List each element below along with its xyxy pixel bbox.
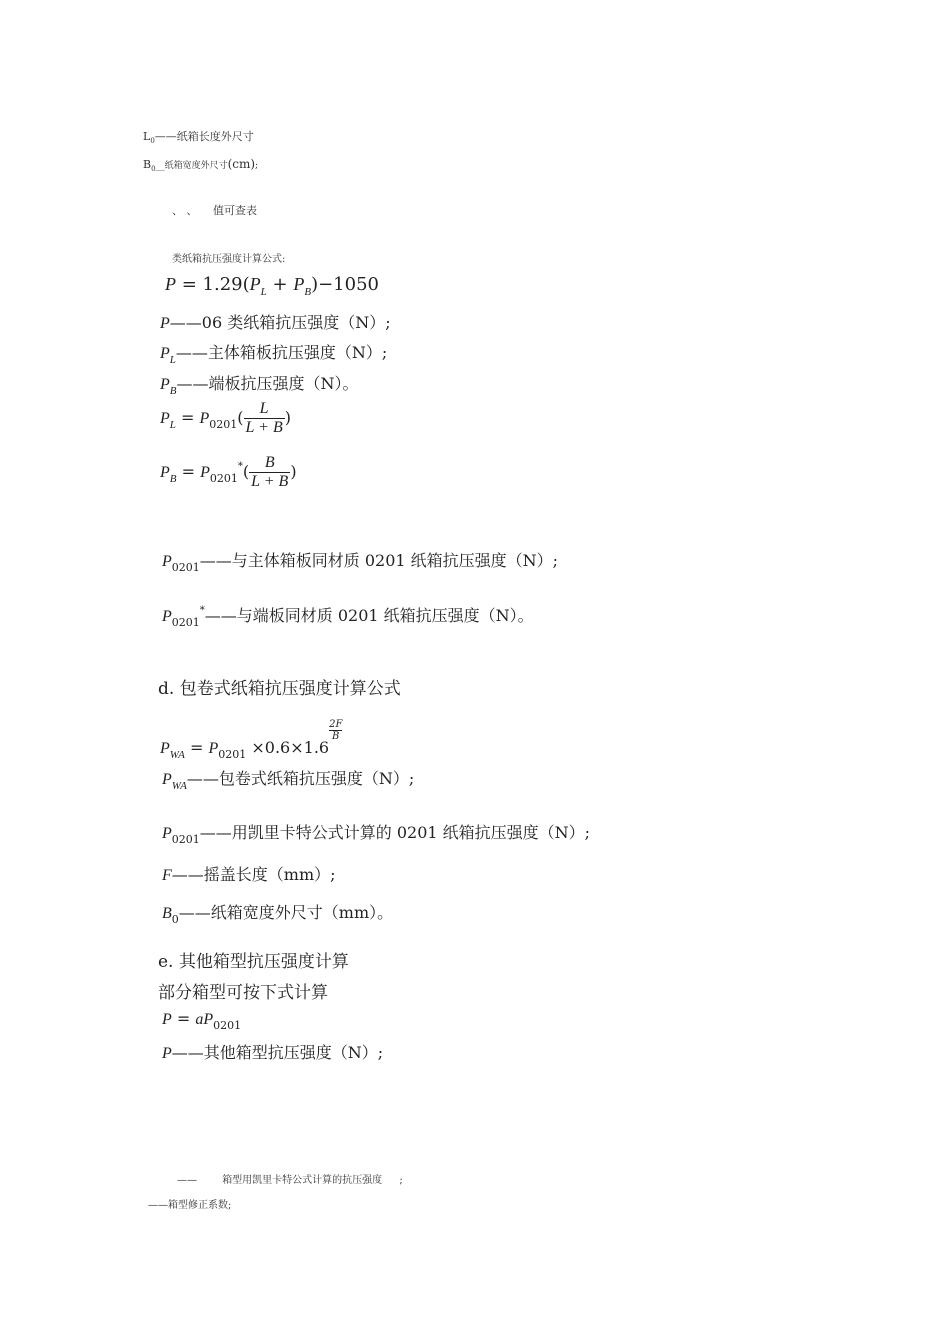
formula-eq: = 1.29( <box>181 274 250 295</box>
formula-pb-eq: = <box>181 462 196 481</box>
note-b0 <box>143 157 258 173</box>
def-pl-symbol: P <box>160 345 170 362</box>
def-pl-text: ——主体箱板抗压强度（N）; <box>175 343 388 362</box>
table-note-marks: 、 、 <box>172 204 198 217</box>
formula-pwa-exponent <box>329 719 342 742</box>
formula-pb-lhs: P <box>160 464 170 481</box>
formula-pb: P <box>293 274 305 294</box>
formula-pb-den: L + B <box>251 473 289 490</box>
section-e-heading: e. 其他箱型抗压强度计算 <box>158 952 349 972</box>
formula-pwa-exp-num: 2F <box>329 719 343 730</box>
formula-pwa-lhs-sub: WA <box>169 749 185 761</box>
formula-pwa-p-sub: 0201 <box>218 748 247 761</box>
def-pb-sub: B <box>169 385 177 397</box>
formula-pl-eq: = <box>181 408 195 427</box>
formula-e-p-sub: 0201 <box>213 1019 242 1032</box>
def-f-text: ——摇盖长度（mm）; <box>171 865 336 884</box>
def-p-text: ——06 类纸箱抗压强度（N）; <box>169 313 391 332</box>
def-e-p-text: ——其他箱型抗压强度（N）; <box>171 1043 384 1062</box>
formula-pwa-lhs: P <box>160 740 170 757</box>
def-f-symbol: F <box>162 867 172 884</box>
formula-tail: )−1050 <box>311 274 379 295</box>
formula-pb: $P_B = P_{0201}^*$( $\frac{B}{L + B}$ ) <box>160 454 297 490</box>
section-c-heading: 类纸箱抗压强度计算公式: <box>172 254 286 265</box>
def-pwa-sub: WA <box>171 780 187 792</box>
formula-pl: $P_L = P_{0201}$( $\frac{L}{L + B}$ ) <box>160 400 291 436</box>
formula-e-a: a <box>195 1011 204 1028</box>
b0-description: __纸箱宽度外尺寸 <box>155 161 228 171</box>
b0-subscript: 0 <box>151 165 156 173</box>
note-bottom-2: ——箱型修正系数; <box>148 1200 232 1211</box>
table-note-text: 值可查表 <box>213 204 257 217</box>
formula-pl-sub: L <box>260 286 267 298</box>
def-f <box>162 862 336 885</box>
formula-pl-p-sub: 0201 <box>209 418 238 431</box>
formula-pl-lhs: P <box>160 410 170 427</box>
def-pb-symbol: P <box>160 376 170 393</box>
formula-lhs: P <box>165 274 176 294</box>
def-pl <box>160 340 387 366</box>
note-l0 <box>143 128 254 145</box>
formula-pb-star: * <box>237 461 243 472</box>
formula-e-p: P <box>203 1011 214 1028</box>
note-bottom-1 <box>177 1171 403 1186</box>
formula-pb-fraction <box>249 454 290 491</box>
def-pb-text: ——端板抗压强度（N）。 <box>176 374 359 393</box>
note-table <box>172 202 257 218</box>
formula-e-lhs: P <box>162 1011 172 1028</box>
formula-pb-sub: B <box>304 286 312 298</box>
def-p0201s-star: * <box>199 605 205 616</box>
def-pl-sub: L <box>169 354 176 366</box>
def-d-p0201-symbol: P <box>162 825 172 842</box>
def-p0201 <box>162 548 558 574</box>
def-p0201s-sub: 0201 <box>171 616 200 629</box>
def-p0201-sub: 0201 <box>171 561 200 574</box>
formula-pl-fraction <box>244 400 285 437</box>
formula-plus: + <box>272 274 288 295</box>
def-b0 <box>162 900 393 926</box>
def-p0201-symbol: P <box>162 553 172 570</box>
note-bottom-1-end: ; <box>399 1175 403 1186</box>
def-e-p-symbol: P <box>162 1045 172 1062</box>
def-b0-text: ——纸箱宽度外尺寸（mm）。 <box>178 903 394 922</box>
formula-pwa-p: P <box>208 740 219 757</box>
formula-pb-p: P <box>200 464 210 481</box>
formula-e-eq: = <box>176 1009 191 1028</box>
b0-end: ; <box>255 161 259 171</box>
def-p0201-text: ——与主体箱板同材质 0201 纸箱抗压强度（N）; <box>199 551 559 570</box>
def-d-p0201-sub: 0201 <box>171 833 200 846</box>
def-d-p0201-text: ——用凯里卡特公式计算的 0201 纸箱抗压强度（N）; <box>199 823 591 842</box>
l0-subscript: 0 <box>150 137 155 145</box>
def-p <box>160 310 391 333</box>
b0-symbol: B <box>143 158 152 171</box>
def-p0201s-text: ——与端板同材质 0201 纸箱抗压强度（N）。 <box>204 606 534 625</box>
l0-description: ——纸箱长度外尺寸 <box>154 130 254 143</box>
note-bottom-1-text: 箱型用凯里卡特公式计算的抗压强度 <box>222 1175 383 1186</box>
formula-e <box>162 1009 241 1032</box>
def-b0-symbol: B <box>162 905 172 922</box>
section-e-subheading: 部分箱型可按下式计算 <box>158 983 328 1003</box>
b0-unit: (cm) <box>227 157 256 171</box>
def-b0-sub: 0 <box>171 913 179 926</box>
formula-pl-p: P <box>199 410 210 427</box>
def-pwa-symbol: P <box>162 771 172 788</box>
note-bottom-1-dash: —— <box>177 1175 197 1186</box>
formula-pwa-eq: = <box>190 738 204 757</box>
def-pwa-text: ——包卷式纸箱抗压强度（N）; <box>186 769 415 788</box>
def-p-symbol: P <box>160 315 170 332</box>
formula-pl: P <box>249 274 261 294</box>
def-pb <box>160 371 359 397</box>
formula-pl-den: L + B <box>245 419 283 436</box>
formula-pwa-rest: ×0.6×1.6 <box>251 738 330 757</box>
formula-pb-lhs-sub: B <box>169 473 177 485</box>
l0-symbol: L <box>143 130 151 143</box>
formula-pwa <box>160 719 342 761</box>
def-p0201-star <box>162 603 534 629</box>
formula-main <box>165 274 379 298</box>
def-e-p <box>162 1040 383 1063</box>
def-pwa <box>162 766 414 792</box>
def-p0201s-symbol: P <box>162 608 172 625</box>
section-d-heading: d. 包卷式纸箱抗压强度计算公式 <box>158 679 401 699</box>
formula-pl-num: L <box>259 400 269 417</box>
formula-pwa-exp-den: B <box>329 730 342 742</box>
formula-pb-p-sub: 0201 <box>209 472 238 485</box>
def-d-p0201 <box>162 820 590 846</box>
formula-pl-lhs-sub: L <box>169 419 176 431</box>
formula-pb-num: B <box>264 454 275 471</box>
